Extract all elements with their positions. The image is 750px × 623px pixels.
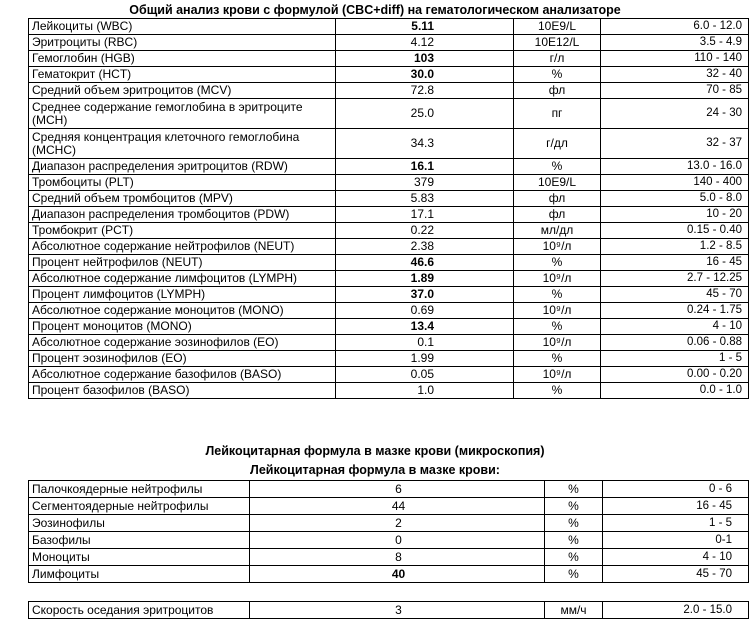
row-reference: 10 - 20 <box>601 207 749 223</box>
row-unit: 10E9/L <box>514 19 601 35</box>
row-result: 37.0 <box>336 287 514 303</box>
row-unit: % <box>545 566 603 583</box>
row-result: 44 <box>250 498 545 515</box>
row-reference: 0 - 6 <box>603 481 749 498</box>
row-unit: 10⁹/л <box>514 367 601 383</box>
row-reference: 1.2 - 8.5 <box>601 239 749 255</box>
row-result: 0.69 <box>336 303 514 319</box>
table-row <box>29 602 749 619</box>
row-unit: % <box>514 255 601 271</box>
table-row <box>29 271 749 287</box>
table-row <box>29 35 749 51</box>
row-result: 2.38 <box>336 239 514 255</box>
row-reference: 13.0 - 16.0 <box>601 159 749 175</box>
row-name: Моноциты <box>29 549 250 566</box>
row-reference: 32 - 40 <box>601 67 749 83</box>
row-result: 30.0 <box>336 67 514 83</box>
row-name: Процент лимфоцитов (LYMPH) <box>29 287 336 303</box>
row-name: Процент моноцитов (MONO) <box>29 319 336 335</box>
row-unit: 10⁹/л <box>514 335 601 351</box>
row-name: Гемоглобин (HGB) <box>29 51 336 67</box>
row-result: 379 <box>336 175 514 191</box>
table-row <box>29 367 749 383</box>
row-result: 1.99 <box>336 351 514 367</box>
row-unit: 10⁹/л <box>514 239 601 255</box>
row-unit: фл <box>514 83 601 99</box>
row-reference: 0-1 <box>603 532 749 549</box>
table-row <box>29 83 749 99</box>
row-reference: 1 - 5 <box>603 515 749 532</box>
row-name: Средний объем тромбоцитов (MPV) <box>29 191 336 207</box>
table-row <box>29 19 749 35</box>
table-row <box>29 515 749 532</box>
row-unit: % <box>514 351 601 367</box>
row-result: 8 <box>250 549 545 566</box>
row-result: 1.0 <box>336 383 514 399</box>
row-name: Лейкоциты (WBC) <box>29 19 336 35</box>
row-name: Лимфоциты <box>29 566 250 583</box>
table-row <box>29 239 749 255</box>
row-reference: 140 - 400 <box>601 175 749 191</box>
table-row <box>29 51 749 67</box>
row-result: 0 <box>250 532 545 549</box>
row-reference: 0.15 - 0.40 <box>601 223 749 239</box>
table-row <box>29 481 749 498</box>
row-unit: % <box>545 498 603 515</box>
row-unit: % <box>514 383 601 399</box>
row-name: Процент эозинофилов (EO) <box>29 351 336 367</box>
row-result: 25.0 <box>336 99 514 129</box>
row-unit: 10⁹/л <box>514 271 601 287</box>
row-result: 5.83 <box>336 191 514 207</box>
table-row <box>29 223 749 239</box>
row-reference: 45 - 70 <box>601 287 749 303</box>
row-name: Эозинофилы <box>29 515 250 532</box>
row-reference: 0.0 - 1.0 <box>601 383 749 399</box>
row-unit: % <box>545 549 603 566</box>
row-unit: % <box>514 319 601 335</box>
row-reference: 110 - 140 <box>601 51 749 67</box>
table-row <box>29 303 749 319</box>
row-reference: 3.5 - 4.9 <box>601 35 749 51</box>
row-reference: 1 - 5 <box>601 351 749 367</box>
row-unit: 10E9/L <box>514 175 601 191</box>
table-row <box>29 67 749 83</box>
row-result: 2 <box>250 515 545 532</box>
row-result: 40 <box>250 566 545 583</box>
row-reference: 24 - 30 <box>601 99 749 129</box>
smear-table <box>28 480 749 583</box>
table-row <box>29 351 749 367</box>
row-reference: 16 - 45 <box>603 498 749 515</box>
row-name: Диапазон распределения тромбоцитов (PDW) <box>29 207 336 223</box>
row-reference: 0.24 - 1.75 <box>601 303 749 319</box>
table-row <box>29 549 749 566</box>
row-reference: 4 - 10 <box>603 549 749 566</box>
esr-table <box>28 601 749 619</box>
row-name: Палочкоядерные нейтрофилы <box>29 481 250 498</box>
row-unit: 10E12/L <box>514 35 601 51</box>
row-reference: 45 - 70 <box>603 566 749 583</box>
table-row <box>29 532 749 549</box>
table-row <box>29 319 749 335</box>
row-result: 13.4 <box>336 319 514 335</box>
row-reference: 0.06 - 0.88 <box>601 335 749 351</box>
table-row <box>29 207 749 223</box>
row-name: Абсолютное содержание эозинофилов (EO) <box>29 335 336 351</box>
smear-subtitle: Лейкоцитарная формула в мазке крови: <box>250 463 500 477</box>
row-name: Абсолютное содержание нейтрофилов (NEUT) <box>29 239 336 255</box>
row-reference: 2.0 - 15.0 <box>603 602 749 619</box>
table-row <box>29 159 749 175</box>
row-result: 72.8 <box>336 83 514 99</box>
row-name: Среднее содержание гемоглобина в эритроците (MCH) <box>29 99 336 129</box>
table-row <box>29 129 749 159</box>
row-name: Абсолютное содержание базофилов (BASO) <box>29 367 336 383</box>
row-name: Базофилы <box>29 532 250 549</box>
row-name: Абсолютное содержание моноцитов (MONO) <box>29 303 336 319</box>
row-unit: фл <box>514 191 601 207</box>
row-reference: 5.0 - 8.0 <box>601 191 749 207</box>
smear-title: Лейкоцитарная формула в мазке крови (микроскопия) <box>205 444 545 458</box>
table-row <box>29 99 749 129</box>
row-reference: 32 - 37 <box>601 129 749 159</box>
row-name: Скорость оседания эритроцитов <box>29 602 250 619</box>
row-name: Эритроциты (RBC) <box>29 35 336 51</box>
row-reference: 16 - 45 <box>601 255 749 271</box>
row-result: 1.89 <box>336 271 514 287</box>
row-result: 17.1 <box>336 207 514 223</box>
row-unit: пг <box>514 99 601 129</box>
table-row <box>29 255 749 271</box>
row-unit: г/л <box>514 51 601 67</box>
main-title: Общий анализ крови с формулой (CBC+diff) на гематологическом анализаторе <box>129 3 621 17</box>
row-unit: фл <box>514 207 601 223</box>
row-result: 46.6 <box>336 255 514 271</box>
row-result: 3 <box>250 602 545 619</box>
cbc-table <box>28 18 749 399</box>
row-name: Гематокрит (HCT) <box>29 67 336 83</box>
row-reference: 4 - 10 <box>601 319 749 335</box>
row-unit: % <box>545 515 603 532</box>
table-row <box>29 383 749 399</box>
row-unit: % <box>545 532 603 549</box>
row-name: Средняя концентрация клеточного гемоглобина (MCHC) <box>29 129 336 159</box>
table-row <box>29 175 749 191</box>
table-row <box>29 287 749 303</box>
row-name: Средний объем эритроцитов (MCV) <box>29 83 336 99</box>
row-name: Сегментоядерные нейтрофилы <box>29 498 250 515</box>
row-name: Тромбокрит (PCT) <box>29 223 336 239</box>
row-reference: 0.00 - 0.20 <box>601 367 749 383</box>
row-unit: 10⁹/л <box>514 303 601 319</box>
row-result: 0.05 <box>336 367 514 383</box>
row-name: Процент базофилов (BASO) <box>29 383 336 399</box>
row-result: 5.11 <box>336 19 514 35</box>
table-row <box>29 566 749 583</box>
table-row <box>29 191 749 207</box>
row-reference: 6.0 - 12.0 <box>601 19 749 35</box>
row-result: 0.22 <box>336 223 514 239</box>
row-result: 4.12 <box>336 35 514 51</box>
row-result: 103 <box>336 51 514 67</box>
row-unit: % <box>514 287 601 303</box>
row-name: Абсолютное содержание лимфоцитов (LYMPH) <box>29 271 336 287</box>
row-unit: % <box>514 67 601 83</box>
row-name: Процент нейтрофилов (NEUT) <box>29 255 336 271</box>
row-reference: 70 - 85 <box>601 83 749 99</box>
row-result: 34.3 <box>336 129 514 159</box>
row-result: 16.1 <box>336 159 514 175</box>
table-row <box>29 335 749 351</box>
row-result: 6 <box>250 481 545 498</box>
row-name: Тромбоциты (PLT) <box>29 175 336 191</box>
row-unit: % <box>545 481 603 498</box>
table-row <box>29 498 749 515</box>
row-unit: мл/дл <box>514 223 601 239</box>
row-unit: г/дл <box>514 129 601 159</box>
row-unit: % <box>514 159 601 175</box>
row-reference: 2.7 - 12.25 <box>601 271 749 287</box>
row-name: Диапазон распределения эритроцитов (RDW) <box>29 159 336 175</box>
row-unit: мм/ч <box>545 602 603 619</box>
row-result: 0.1 <box>336 335 514 351</box>
